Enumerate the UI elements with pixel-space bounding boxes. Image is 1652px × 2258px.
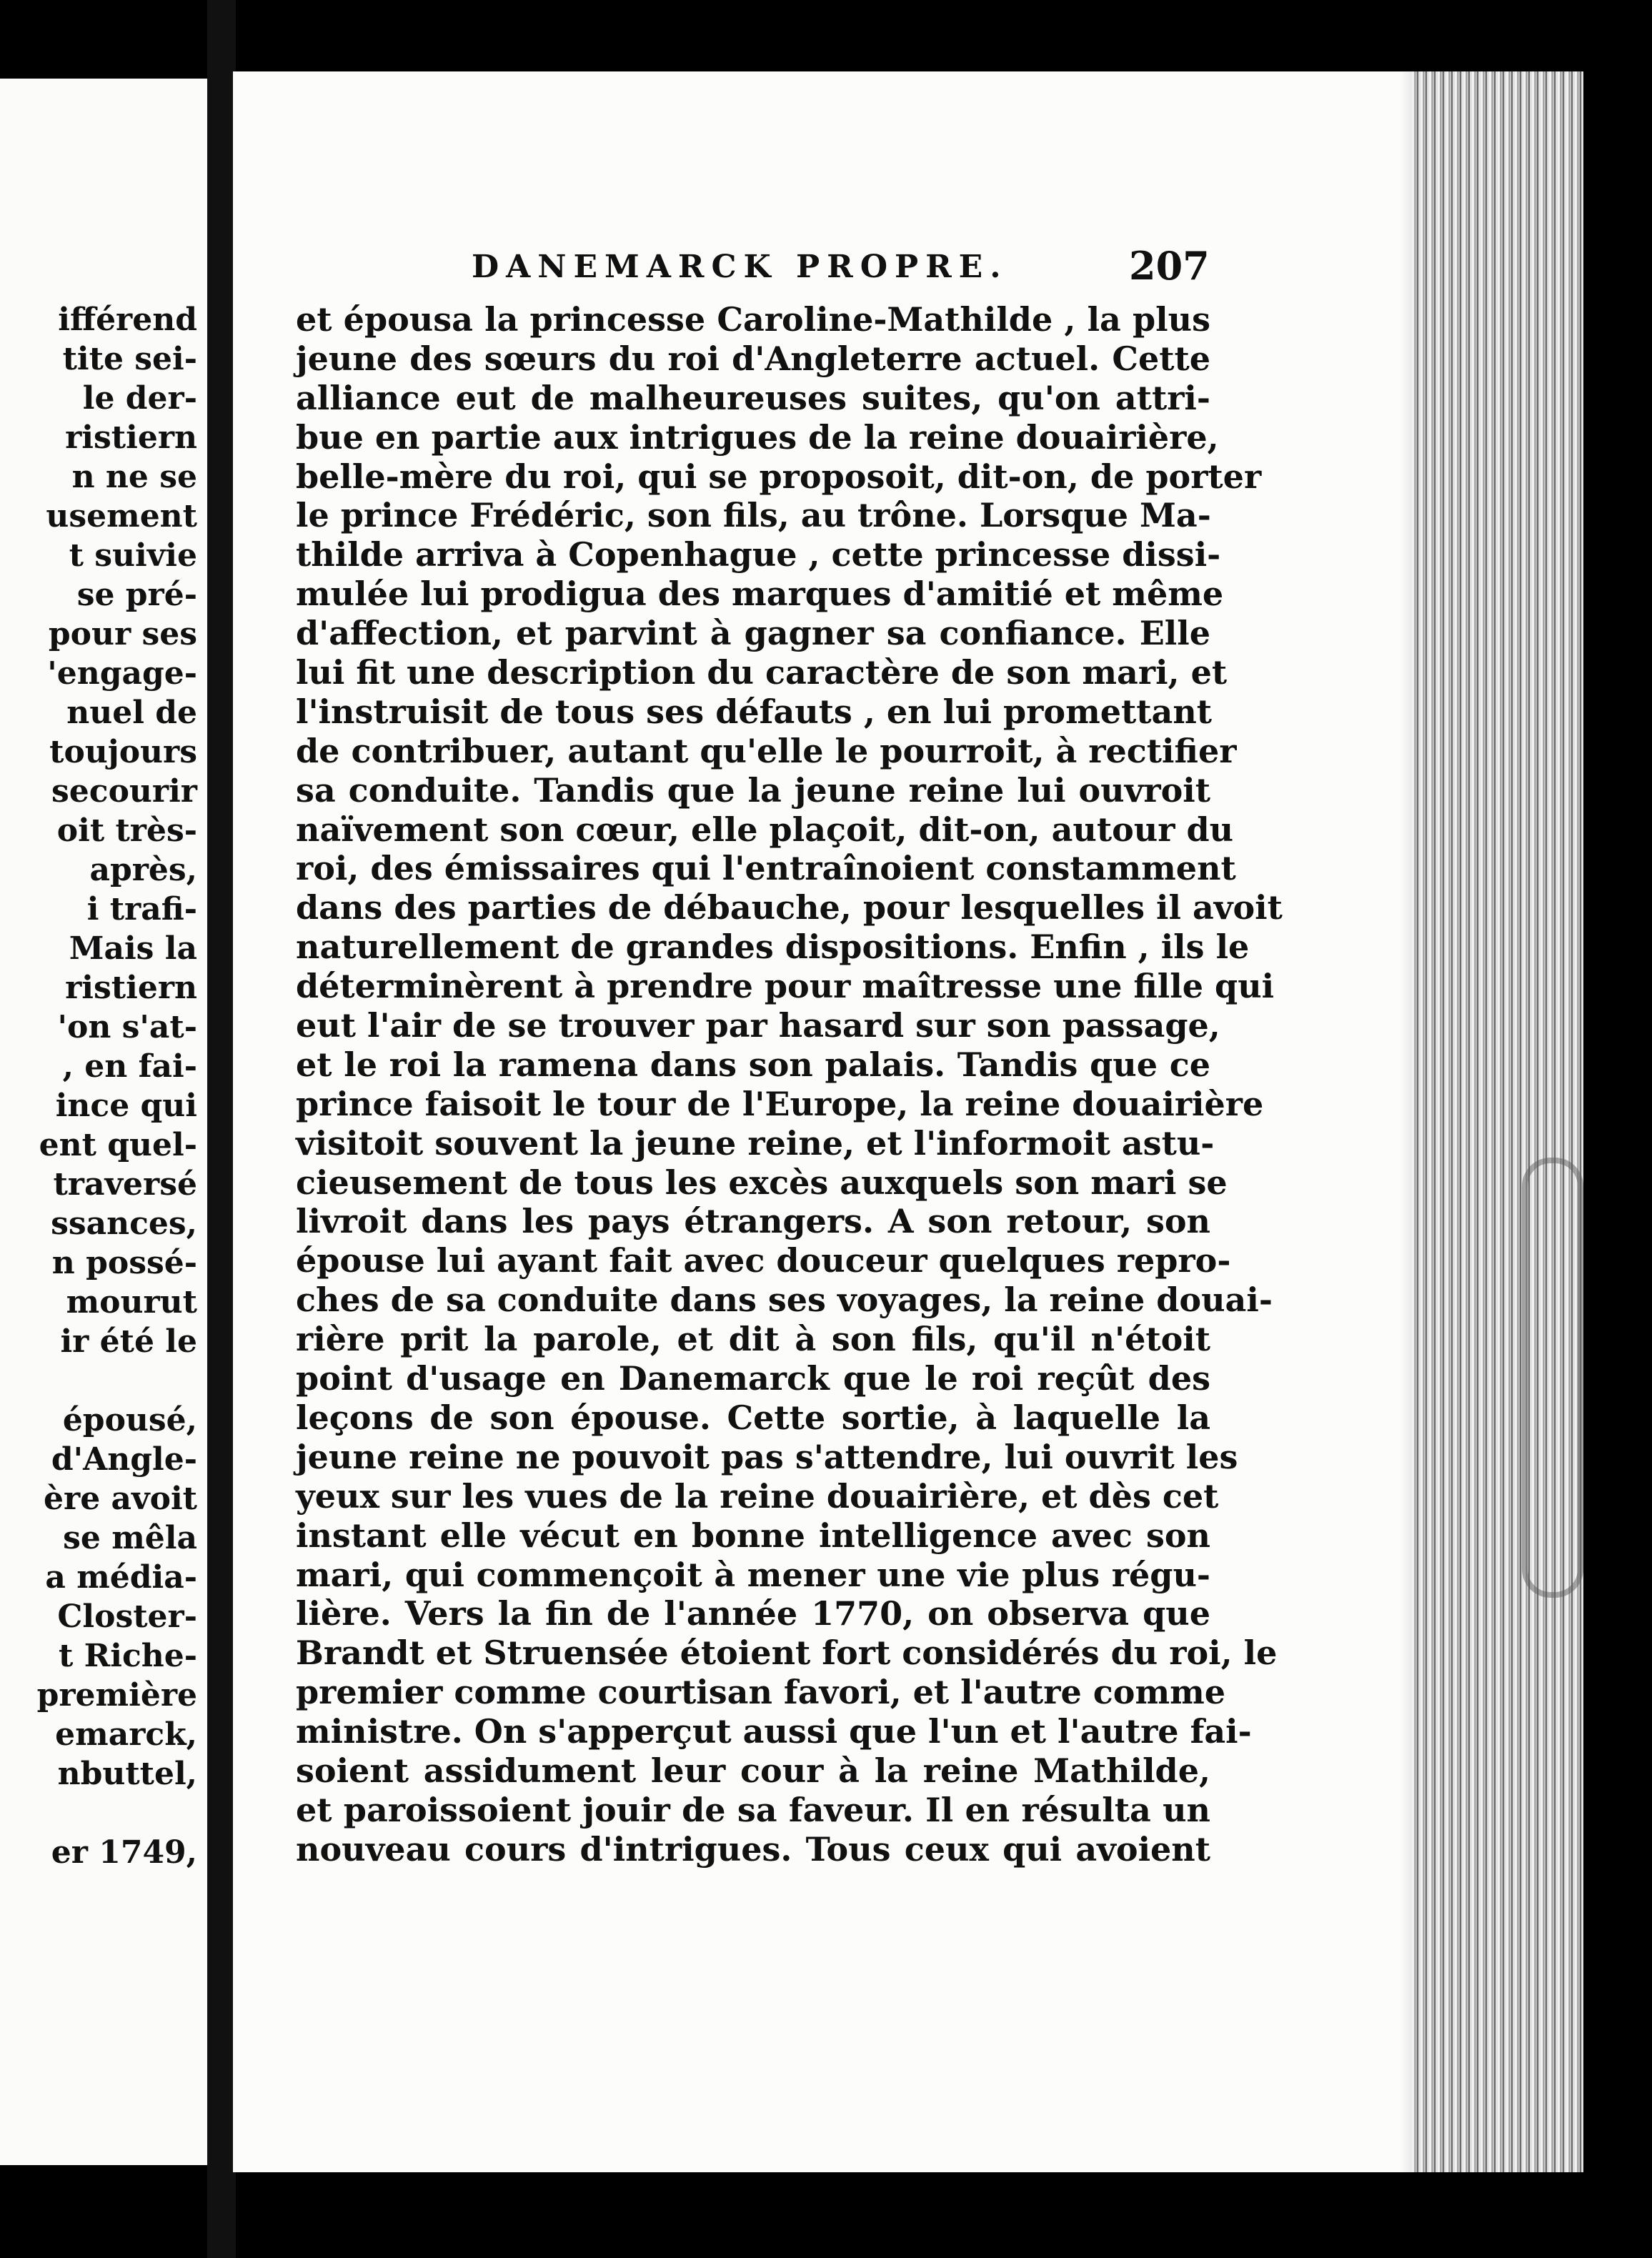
text-line: et le roi la ramena dans son palais. Tandis que ce [296,1045,1210,1084]
text-line: jeune des sœurs du roi d'Angleterre actuel. Cette [296,339,1210,378]
left-page-line: secourir [51,773,197,810]
left-page-line: nuel de [66,695,197,731]
left-page [0,79,207,2165]
left-page-line: nbuttel, [57,1756,197,1792]
text-line: et épousa la princesse Caroline-Mathilde , la plus [296,300,1210,339]
left-page-line: première [36,1677,197,1714]
left-page-line: se pré- [76,577,197,613]
left-page-line: oit très- [56,812,197,849]
text-line: eut l'air de se trouver par hasard sur son passage, [296,1006,1220,1045]
left-page-line: a média- [45,1559,197,1596]
text-line: d'affection, et parvint à gagner sa confiance. Elle [296,614,1210,653]
text-line: jeune reine ne pouvoit pas s'attendre, lui ouvrit les [296,1437,1238,1476]
page-fore-edge [1412,71,1583,2172]
left-page-line: i trafi- [86,891,197,927]
left-page-line: ir été le [60,1323,197,1360]
left-page-line: ssances, [51,1205,197,1242]
text-line: soient assidument leur cour à la reine Mathilde, [296,1751,1210,1790]
left-page-line: ince qui [55,1088,197,1124]
page-number: 207 [1129,243,1210,289]
left-page-line: traversé [53,1166,197,1203]
left-page-line: emarck, [55,1716,197,1753]
left-page-line: 'on s'at- [57,1009,197,1045]
text-line: bue en partie aux intrigues de la reine douairière, [296,417,1219,457]
left-page-line: épousé, [62,1402,197,1438]
text-line: premier comme courtisan favori, et l'autre comme [296,1673,1226,1712]
text-line: prince faisoit le tour de l'Europe, la reine douairière [296,1084,1264,1123]
left-page-line: ristiern [65,970,197,1006]
text-line: sa conduite. Tandis que la jeune reine lui ouvroit [296,770,1210,810]
left-page-line: ifférend [58,302,197,338]
left-page-line: n ne se [71,459,197,495]
text-line: instant elle vécut en bonne intelligence avec son [296,1516,1210,1555]
text-line: alliance eut de malheureuses suites, qu'on attri- [296,378,1210,417]
text-line: lière. Vers la fin de l'année 1770, on observa que [296,1594,1210,1633]
text-line: livroit dans les pays étrangers. A son retour, son [296,1202,1210,1241]
left-page-line: t Riche- [59,1638,197,1674]
text-line: Brandt et Struensée étoient fort considérés du roi, le [296,1633,1278,1673]
text-line: lui fit une description du caractère de son mari, et [296,653,1228,692]
left-page-line: après, [89,852,197,888]
left-page-line: le der- [82,380,197,417]
text-line: de contribuer, autant qu'elle le pourroit, à rectifier [296,731,1237,770]
text-line: ches de sa conduite dans ses voyages, la reine douai- [296,1280,1273,1320]
left-page-line: ent quel- [39,1127,197,1163]
left-page-line: mourut [66,1284,197,1321]
text-line: point d'usage en Danemarck que le roi reçût des [296,1359,1210,1398]
left-page-line: Closter- [57,1598,197,1635]
text-line: cieusement de tous les excès auxquels son mari se [296,1163,1228,1202]
left-page-line: , en fai- [62,1048,197,1085]
left-page-line: t suivie [69,537,197,574]
body-text [296,300,1283,1869]
text-line: nouveau cours d'intrigues. Tous ceux qui avoient [296,1829,1210,1869]
left-page-line: toujours [49,734,197,770]
library-stamp [1522,1158,1583,1598]
left-page-line: pour ses [48,616,197,652]
text-line: rière prit la parole, et dit à son fils, qu'il n'étoit [296,1320,1210,1359]
text-line: ministre. On s'apperçut aussi que l'un et l'autre fai- [296,1712,1252,1751]
text-line: dans des parties de débauche, pour lesquelles il avoit [296,888,1283,927]
text-line: thilde arriva à Copenhague , cette princesse dissi- [296,535,1221,575]
text-line: yeux sur les vues de la reine douairière, et dès cet [296,1476,1219,1516]
left-page-line: Mais la [69,930,197,967]
left-page-line: er 1749, [51,1834,197,1871]
left-page-line: se mêla [63,1520,197,1556]
text-line: mulée lui prodigua des marques d'amitié et même [296,575,1224,614]
left-page-line: 'engage- [47,655,197,692]
book-gutter [207,0,236,2258]
text-line: leçons de son épouse. Cette sortie, à laquelle la [296,1398,1210,1437]
text-line: naïvement son cœur, elle plaçoit, dit-on, autour du [296,810,1234,849]
left-page-line: n possé- [51,1245,197,1281]
text-line: le prince Frédéric, son fils, au trône. Lorsque Ma- [296,496,1211,535]
left-page-line: tite sei- [62,341,197,377]
text-line: belle-mère du roi, qui se proposoit, dit-on, de porter [296,457,1262,496]
left-page-line: ère avoit [44,1481,197,1517]
text-line: visitoit souvent la jeune reine, et l'informoit astu- [296,1123,1215,1163]
text-line: déterminèrent à prendre pour maîtresse une fille qui [296,967,1275,1006]
text-line: naturellement de grandes dispositions. Enfin , ils le [296,927,1250,967]
text-line: roi, des émissaires qui l'entraînoient constamment [296,849,1236,888]
text-line: mari, qui commençoit à mener une vie plus régu- [296,1555,1210,1594]
left-page-line: usement [46,498,197,534]
text-line: l'instruisit de tous ses défauts , en lui promettant [296,692,1213,731]
left-page-line: d'Angle- [51,1441,197,1478]
text-line: épouse lui ayant fait avec douceur quelques repro- [296,1241,1231,1280]
left-page-line: ristiern [65,419,197,456]
text-line: et paroissoient jouir de sa faveur. Il en résulta un [296,1790,1210,1829]
running-head: DANEMARCK PROPRE. [472,249,1008,285]
